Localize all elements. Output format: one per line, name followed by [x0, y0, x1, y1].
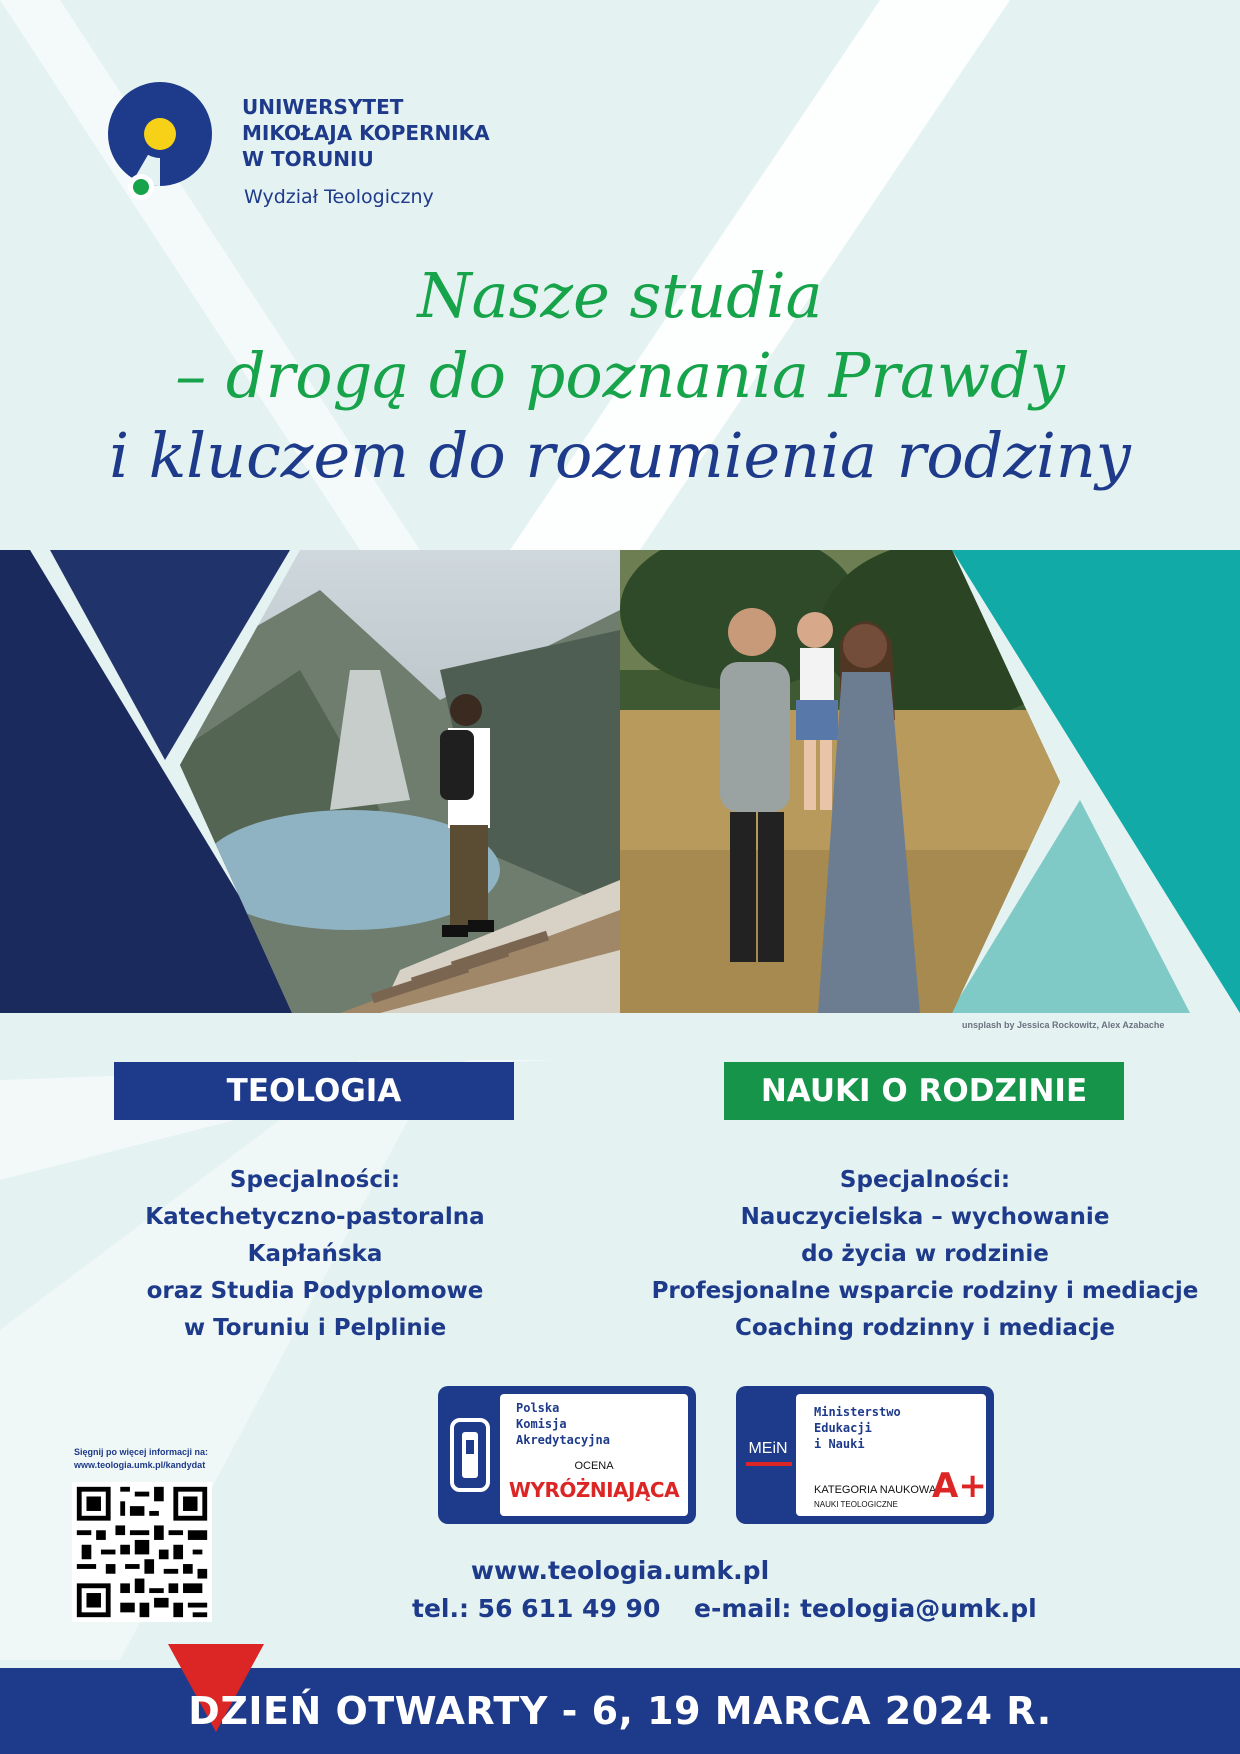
open-day-banner: DZIEŃ OTWARTY - 6, 19 MARCA 2024 R. [188, 1689, 1052, 1733]
pka-badge [438, 1386, 696, 1524]
website-link[interactable]: www.teologia.umk.pl [470, 1556, 770, 1585]
spec-line: Coaching rodzinny i mediacje [734, 1315, 1115, 1341]
pka-ocena-label: OCENA [574, 1460, 614, 1472]
university-logo [104, 78, 220, 200]
pka-name-line: Polska [516, 1401, 560, 1415]
teologia-specializations [70, 1162, 560, 1347]
phone-number[interactable]: tel.: 56 611 49 90 [412, 1594, 661, 1623]
spec-line: Specjalności: [229, 1167, 401, 1193]
headline-line-3: i kluczem do rozumienia rodziny [109, 419, 1131, 492]
qr-caption [74, 1446, 208, 1472]
spec-line: do życia w rodzinie [801, 1241, 1049, 1267]
qr-code[interactable] [72, 1482, 212, 1622]
mein-name-line: Edukacji [814, 1421, 872, 1435]
program-tag-nauki-o-rodzinie: NAUKI O RODZINIE [724, 1062, 1124, 1120]
pka-result: WYRÓŻNIAJĄCA [508, 1478, 680, 1502]
pka-name-line: Komisja [516, 1417, 567, 1431]
mein-name-line: i Nauki [814, 1437, 865, 1451]
university-name-line: W TORUNIU [242, 147, 374, 171]
spec-line: Kapłańska [247, 1241, 383, 1267]
mein-grade: A+ [932, 1466, 987, 1506]
family-photo [620, 550, 1060, 1013]
mein-flag-stripe [746, 1462, 792, 1466]
faculty-name: Wydział Teologiczny [244, 186, 434, 208]
university-name-line: MIKOŁAJA KOPERNIKA [242, 121, 490, 145]
mein-category: KATEGORIA NAUKOWA [814, 1484, 937, 1496]
spec-line: Katechetyczno-pastoralna [145, 1204, 485, 1230]
spec-line: Profesjonalne wsparcie rodziny i mediacje [651, 1278, 1199, 1304]
hiker-photo [180, 550, 620, 1013]
mein-name-line: Ministerstwo [814, 1405, 901, 1419]
mein-badge [736, 1386, 994, 1524]
qr-caption-line: Sięgnij po więcej informacji na: [74, 1447, 209, 1457]
pka-name-line: Akredytacyjna [516, 1433, 610, 1447]
headline-line-1: Nasze studia [417, 259, 823, 332]
university-name-line: UNIWERSYTET [242, 95, 404, 119]
program-tag-teologia: TEOLOGIA [114, 1062, 514, 1120]
headline-line-2: – drogą do poznania Prawdy [175, 339, 1065, 412]
spec-line: oraz Studia Podyplomowe [146, 1278, 484, 1304]
mein-acronym: MEiN [748, 1440, 788, 1457]
email-link[interactable]: e-mail: teologia@umk.pl [694, 1594, 1037, 1623]
university-name [242, 94, 490, 172]
spec-line: Nauczycielska – wychowanie [740, 1204, 1110, 1230]
spec-line: w Toruniu i Pelplinie [183, 1315, 447, 1341]
photo-credit: unsplash by Jessica Rockowitz, Alex Azabache [962, 1020, 1165, 1030]
mein-field: NAUKI TEOLOGICZNE [814, 1500, 898, 1509]
qr-caption-line[interactable]: www.teologia.umk.pl/kandydat [74, 1460, 206, 1470]
spec-line: Specjalności: [839, 1167, 1011, 1193]
nauki-specializations [630, 1162, 1220, 1347]
pka-logo-icon [450, 1418, 490, 1492]
